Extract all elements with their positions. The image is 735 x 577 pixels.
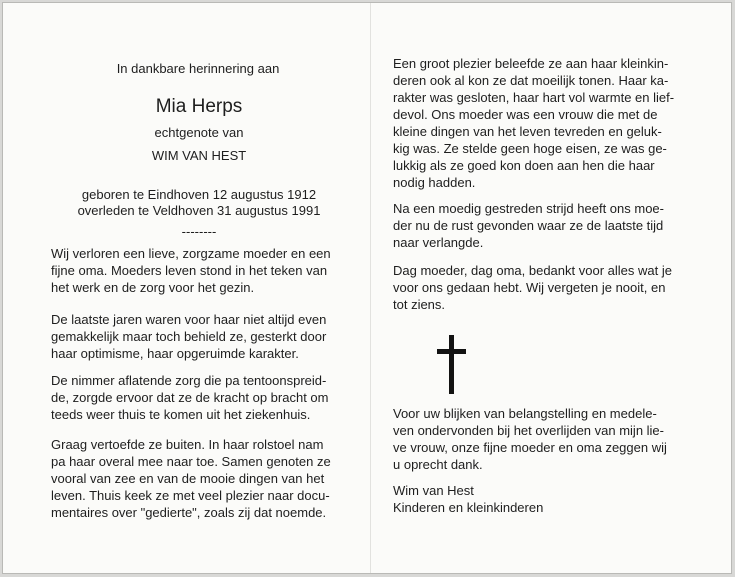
text-line: Graag vertoefde ze buiten. In haar rolstoel nam (51, 437, 324, 452)
text-line: Na een moedig gestreden strijd heeft ons moe- (393, 201, 664, 216)
text-line: kleine dingen van het leven tevreden en geluk- (393, 124, 662, 139)
text-line: fijne oma. Moeders leven stond in het teken van (51, 263, 328, 278)
text-line: De nimmer aflatende zorg die pa tentoonspreid- (51, 373, 327, 388)
text-line: deren ook al kon ze dat moeilijk tonen. Haar ka- (393, 73, 669, 88)
text-line: Een groot plezier beleefde ze aan haar kleinkin- (393, 56, 669, 71)
card-fold (370, 3, 371, 573)
signature-family: Kinderen en kleinkinderen (393, 500, 544, 515)
text-line: naar verlangde. (393, 235, 484, 250)
spouse-label: echtgenote van (154, 125, 244, 140)
separator: -------- (181, 224, 217, 239)
death-line: overleden te Veldhoven 31 augustus 1991 (77, 203, 321, 218)
text-line: Wij verloren een lieve, zorgzame moeder en een (51, 246, 331, 261)
text-line: u oprecht dank. (393, 457, 483, 472)
text-line: mentaires over "gedierte", zoals zij dat noemde. (51, 505, 327, 520)
text-line: rakter was gesloten, haar hart vol warmte en lief- (393, 90, 675, 105)
text-line: leven. Thuis keek ze met veel plezier naar docu- (51, 488, 330, 503)
text-line: de, zorgde ervoor dat ze de kracht op bracht om (51, 390, 329, 405)
text-line: haar optimisme, haar opgeruimde karakter. (51, 346, 299, 361)
text-line: Voor uw blijken van belangstelling en medele- (393, 406, 657, 421)
text-line: nodig hadden. (393, 175, 476, 190)
text-line: De laatste jaren waren voor haar niet altijd even (51, 312, 327, 327)
signature-name: Wim van Hest (393, 483, 474, 498)
text-line: ve vrouw, onze fijne moeder en oma zeggen wij (393, 440, 667, 455)
text-line: ven ondervonden bij het overlijden van mijn lie- (393, 423, 664, 438)
text-line: devol. Ons moeder was een vrouw die met de (393, 107, 658, 122)
text-line: het werk en de zorg voor het gezin. (51, 280, 255, 295)
text-line: voor ons gedaan hebt. Wij vergeten je nooit, en (393, 280, 666, 295)
memorial-card (2, 2, 732, 574)
intro-text: In dankbare herinnering aan (116, 61, 280, 76)
text-line: der nu de rust gevonden waar ze de laatste tijd (393, 218, 664, 233)
text-line: teeds weer thuis te komen uit het ziekenhuis. (51, 407, 311, 422)
birth-line: geboren te Eindhoven 12 augustus 1912 (81, 187, 317, 202)
text-line: tot ziens. (393, 297, 446, 312)
text-line: vooral van zee en van de mooie dingen van het (51, 471, 325, 486)
text-line: gemakkelijk maar toch behield ze, gesterkt door (51, 329, 327, 344)
text-line: Dag moeder, dag oma, bedankt voor alles wat je (393, 263, 672, 278)
text-line: lukkig als ze goed kon doen aan hen die haar (393, 158, 655, 173)
text-line: pa haar overal mee naar toe. Samen genoten ze (51, 454, 331, 469)
text-line: kig was. Ze stelde geen hoge eisen, ze was ge- (393, 141, 667, 156)
spouse-name: WIM VAN HEST (151, 148, 247, 163)
deceased-name: Mia Herps (155, 96, 243, 117)
